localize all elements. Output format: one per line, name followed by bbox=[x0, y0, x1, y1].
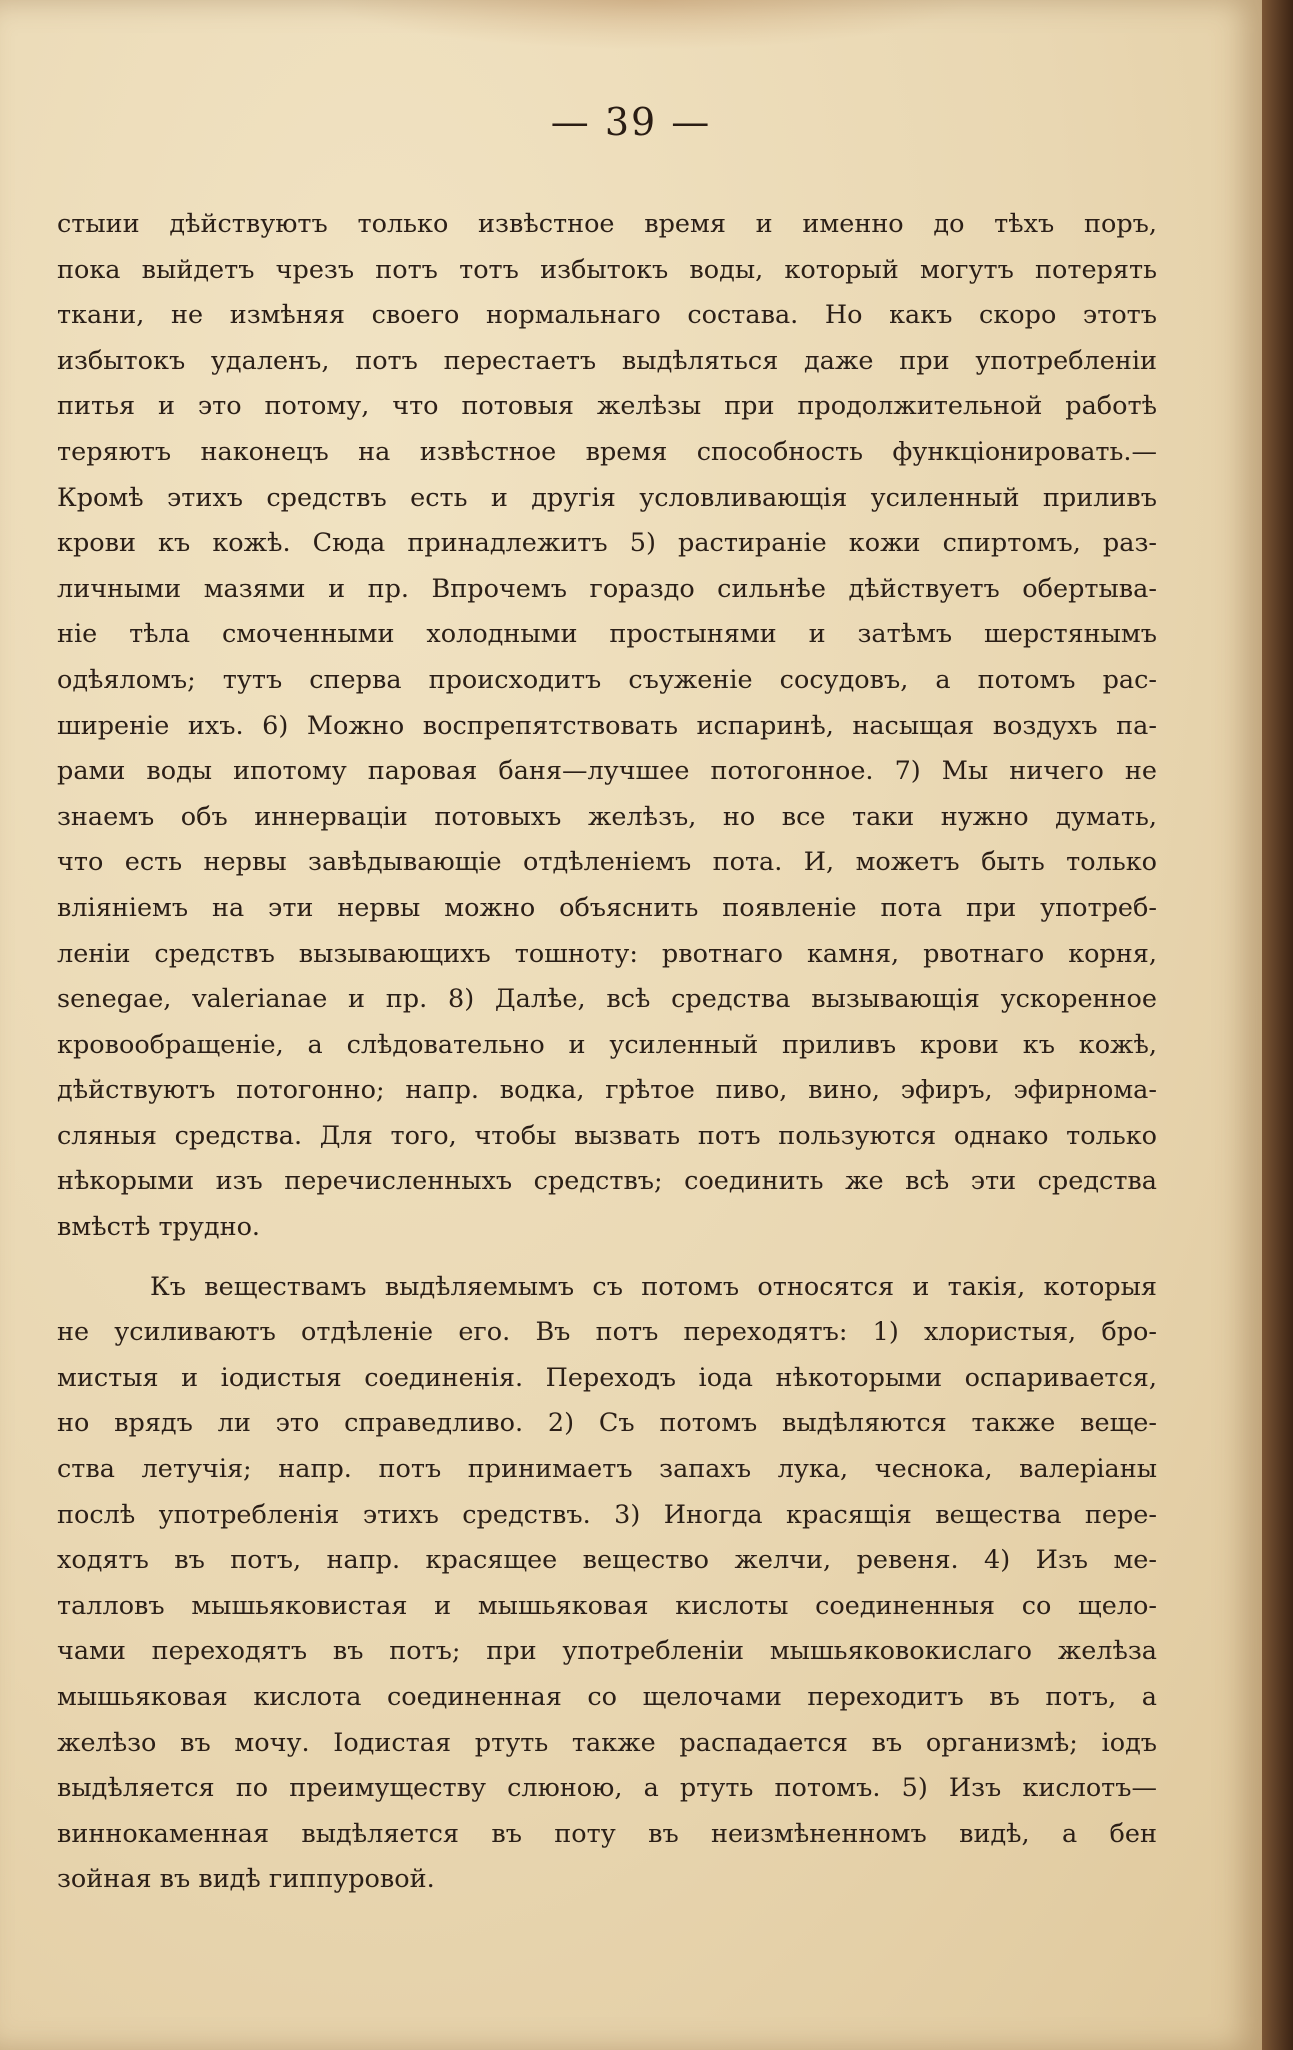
text-line: теряютъ наконецъ на извѣстное время способность функціонировать.— bbox=[57, 436, 1157, 467]
text-line: вмѣстѣ трудно. bbox=[57, 1212, 261, 1243]
text-line: сляныя средства. Для того, чтобы вызвать потъ пользуются однако только bbox=[57, 1120, 1157, 1151]
text-line: желѣзо въ мочу. Іодистая ртуть также распадается въ организмѣ; іодъ bbox=[57, 1727, 1157, 1758]
text-line: зойная въ видѣ гиппуровой. bbox=[57, 1864, 435, 1895]
text-line: мышьяковая кислота соединенная со щелочами переходитъ въ потъ, а bbox=[57, 1682, 1157, 1712]
text-line: знаемъ объ иннерваціи потовыхъ желѣзъ, но все таки нужно думать, bbox=[57, 801, 1157, 832]
water-stain bbox=[330, 0, 970, 50]
text-line: senegae, valerianae и пр. 8) Далѣе, всѣ средства вызывающія ускоренное bbox=[57, 984, 1157, 1015]
text-line: не усиливаютъ отдѣленіе его. Въ потъ переходятъ: 1) хлористыя, бро- bbox=[57, 1317, 1157, 1348]
text-line: избытокъ удаленъ, потъ перестаетъ выдѣляться даже при употребленіи bbox=[57, 345, 1157, 376]
text-line: ходятъ въ потъ, напр. красящее вещество желчи, ревеня. 4) Изъ ме- bbox=[57, 1545, 1157, 1576]
text-line: леніи средствъ вызывающихъ тошноту: рвотнаго камня, рвотнаго корня, bbox=[57, 938, 1157, 969]
text-line: ства летучія; напр. потъ принимаетъ запахъ лука, чеснока, валеріаны bbox=[57, 1454, 1157, 1485]
text-line: стыии дѣйствуютъ только извѣстное время и именно до тѣхъ поръ, bbox=[57, 209, 1157, 239]
text-line: ткани, не измѣняя своего нормальнаго состава. Но какъ скоро этотъ bbox=[57, 300, 1157, 331]
text-line: но врядъ ли это справедливо. 2) Съ потомъ выдѣляются также веще- bbox=[57, 1408, 1157, 1439]
paragraph bbox=[57, 1265, 1157, 1903]
text-line: что есть нервы завѣдывающіе отдѣленіемъ пота. И, можетъ быть только bbox=[57, 847, 1157, 878]
text-line: Кромѣ этихъ средствъ есть и другія условливающія усиленный приливъ bbox=[57, 482, 1157, 513]
text-line: выдѣляется по преимуществу слюною, а ртуть потомъ. 5) Изъ кислотъ— bbox=[57, 1773, 1157, 1804]
text-line: дѣйствуютъ потогонно; напр. водка, грѣтое пиво, вино, эфиръ, эфирнома- bbox=[57, 1075, 1157, 1106]
text-line: талловъ мышьяковистая и мышьяковая кислоты соединенныя со щело- bbox=[57, 1590, 1157, 1621]
text-line: ніе тѣла смоченными холодными простынями и затѣмъ шерстянымъ bbox=[57, 619, 1157, 650]
text-line: виннокаменная выдѣляется въ поту въ неизмѣненномъ видѣ, а бен bbox=[57, 1818, 1157, 1849]
text-line: рами воды ипотому паровая баня—лучшее потогонное. 7) Мы ничего не bbox=[57, 756, 1157, 787]
text-line: питья и это потому, что потовыя желѣзы при продолжительной работѣ bbox=[57, 391, 1157, 422]
text-line: Къ веществамъ выдѣляемымъ съ потомъ относятся и такія, которыя bbox=[150, 1271, 1157, 1302]
text-line: личными мазями и пр. Впрочемъ гораздо сильнѣе дѣйствуетъ обертыва- bbox=[57, 573, 1157, 604]
text-line: пока выйдетъ чрезъ потъ тотъ избытокъ воды, который могутъ потерять bbox=[57, 254, 1157, 285]
text-line: крови къ кожѣ. Сюда принадлежитъ 5) растираніе кожи спиртомъ, раз- bbox=[57, 528, 1157, 559]
text-line: мистыя и іодистыя соединенія. Переходъ іода нѣкоторыми оспаривается, bbox=[57, 1362, 1157, 1393]
text-line: ширеніе ихъ. 6) Можно воспрепятствовать испаринѣ, насыщая воздухъ па- bbox=[57, 710, 1157, 741]
text-line: вліяніемъ на эти нервы можно объяснить появленіе пота при употреб- bbox=[57, 892, 1157, 923]
text-line: одѣяломъ; тутъ сперва происходитъ съуженіе сосудовъ, а потомъ рас- bbox=[57, 664, 1157, 695]
paragraph-gap bbox=[57, 1251, 1157, 1265]
text-line: послѣ употребленія этихъ средствъ. 3) Иногда красящія вещества пере- bbox=[57, 1499, 1157, 1530]
text-line: нѣкорыми изъ перечисленныхъ средствъ; соединить же всѣ эти средства bbox=[57, 1166, 1157, 1197]
text-line: кровообращеніе, а слѣдовательно и усиленный приливъ крови къ кожѣ, bbox=[57, 1029, 1157, 1060]
text-line: чами переходятъ въ потъ; при употребленіи мышьяковокислаго желѣза bbox=[57, 1636, 1157, 1667]
book-binding-edge bbox=[1262, 0, 1293, 2050]
paragraph bbox=[57, 202, 1157, 1251]
body-text bbox=[57, 202, 1157, 1903]
page-number: — 39 — bbox=[550, 100, 712, 144]
